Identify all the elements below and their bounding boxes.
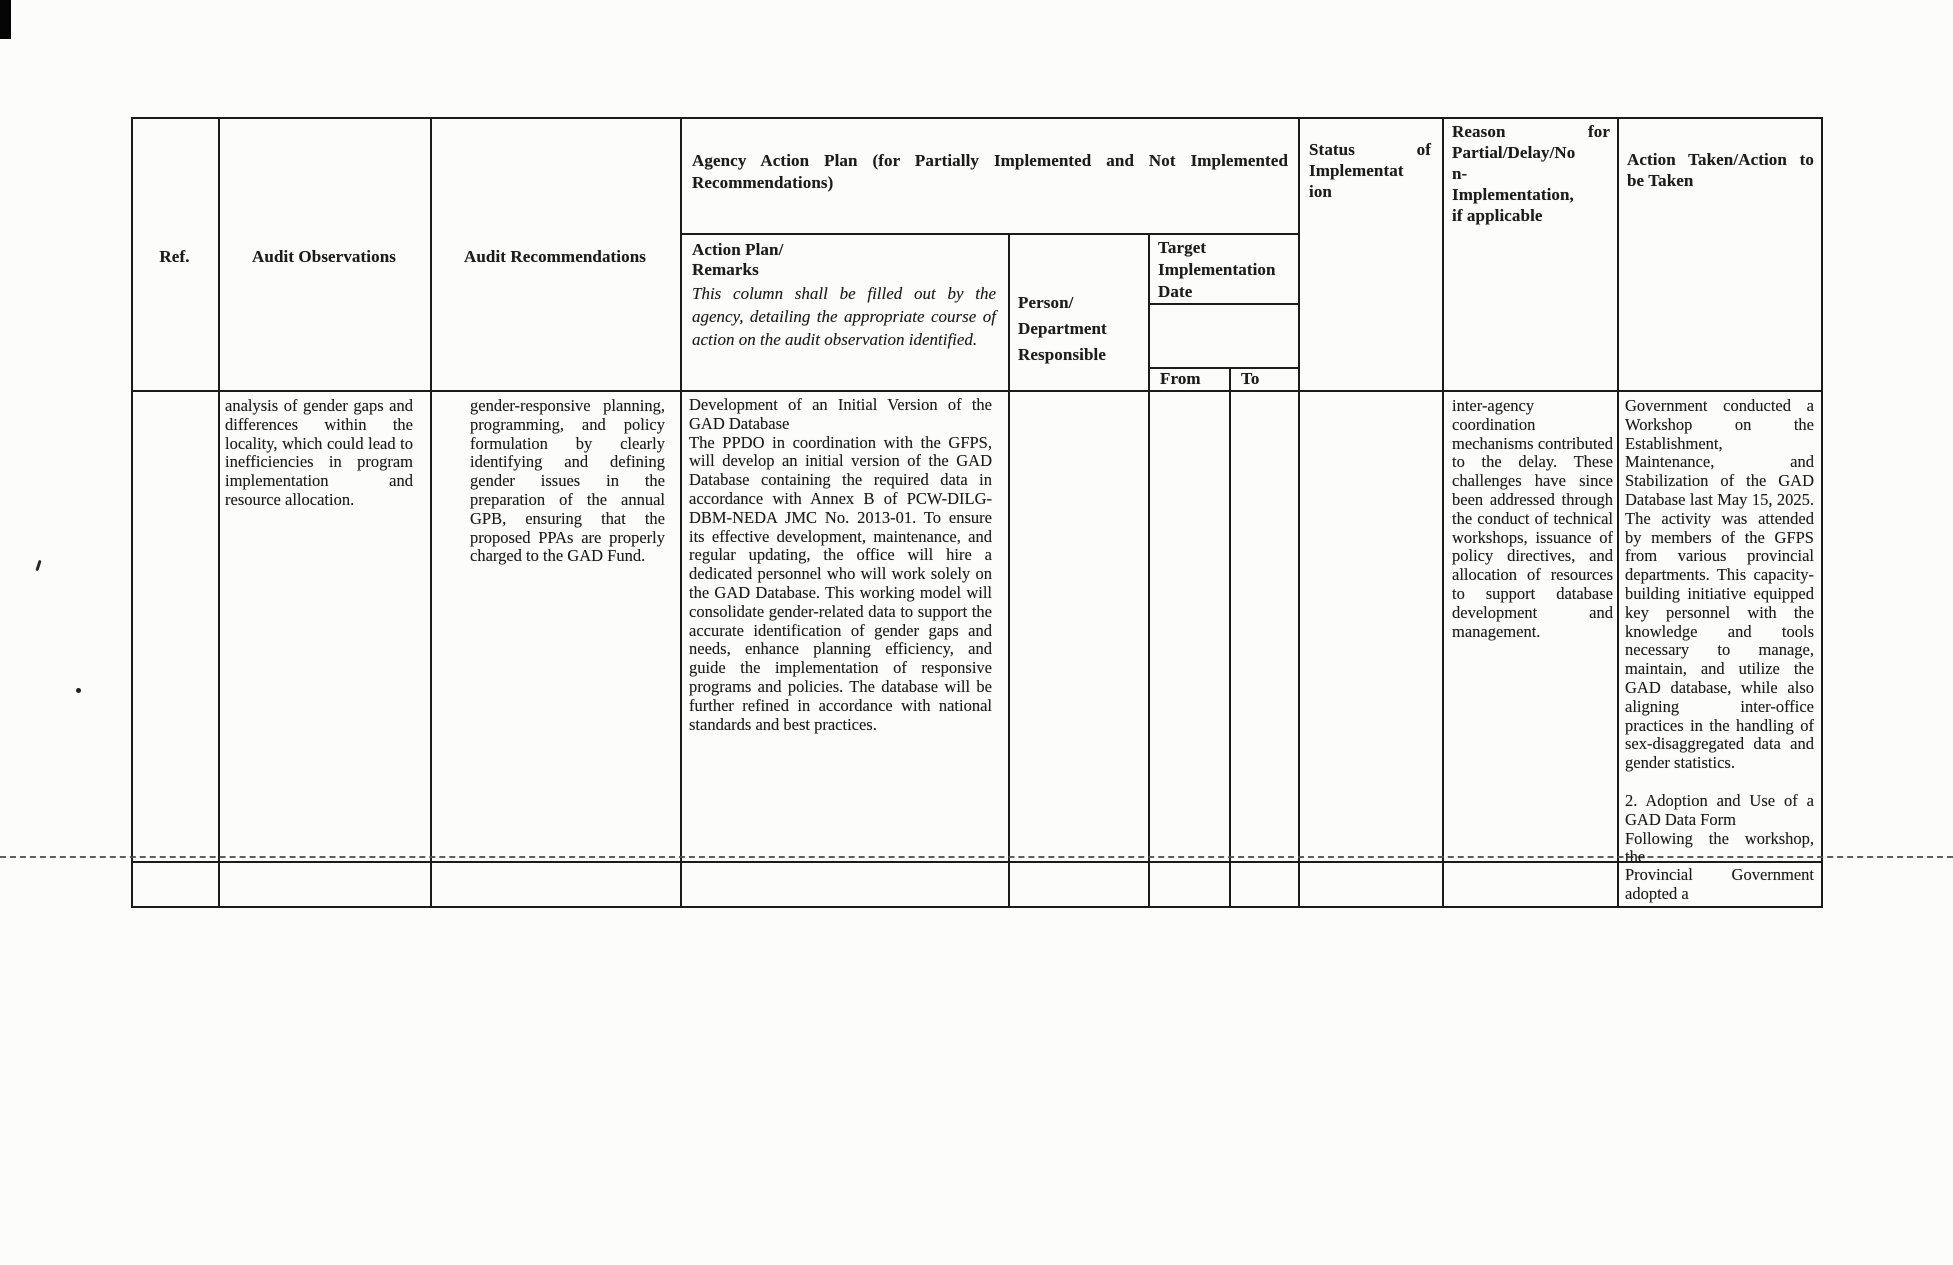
header-reason-line5: if applicable [1452,206,1543,225]
grid-line [131,906,1823,908]
scan-corner-mark [0,0,11,39]
header-target-date: Target Implementation Date [1158,238,1276,301]
header-action-plan-note: This column shall be filled out by the agency, detailing the appropriate course of action on the audit observation identified. [692,284,996,349]
header-action-taken: Action Taken/Action to be Taken [1627,150,1814,190]
cell-reason: inter-agency coordination mechanisms contributed to the delay. These challenges have since been addressed through the conduct of technical workshops, issuance of policy directives, and allocation of resources to support database development and management. [1452,396,1613,641]
grid-line [1148,303,1300,305]
cell-action-taken-continued: Provincial Government adopted a [1625,865,1814,903]
header-to: To [1241,369,1260,388]
grid-line [131,117,133,908]
action-plan-paragraph-1: Development of an Initial Version of the GAD Database [689,395,992,433]
header-reason-line4: Implementation, [1452,185,1574,204]
grid-line [131,390,1823,392]
action-plan-paragraph-2: The PPDO in coordination with the GFPS, will develop an initial version of the GAD Database containing the required data in accordance with Annex B of PCW-DILG-DBM-NEDA JMC No. 2013-01. To ensure its effective development, maintenance, and regular updating, the office will hire a dedicated personnel who will work solely on the GAD Database. This working model will consolidate gender-related data to support the accurate identification of gender gaps and needs, enhance planning efficiency, and guide the implementation of responsive programs and policies. The database will be further refined in accordance with national standards and best practices. [689,432,992,734]
grid-line [1148,233,1150,908]
header-reason [1452,121,1610,226]
header-reason-line3: n- [1452,164,1468,183]
header-person-department [1018,290,1142,368]
header-status [1309,139,1431,202]
action-taken-paragraph-3: Following the workshop, the [1625,828,1814,867]
grid-line [1298,117,1300,908]
header-person-line3: Responsible [1018,345,1107,364]
header-status-line2: Implementat [1309,161,1404,180]
grid-line [131,861,1823,863]
grid-line [680,233,1300,235]
header-action-plan-line2: Remarks [692,260,759,279]
grid-line [1008,233,1010,908]
header-status-line3: ion [1309,182,1332,201]
header-ref: Ref. [159,247,190,266]
grid-line [430,117,432,908]
header-reason-line2: Partial/Delay/No [1452,143,1576,162]
header-reason-line1: Reason for [1452,122,1610,141]
header-audit-recommendations: Audit Recommendations [463,247,647,266]
header-agency-action-plan: Agency Action Plan (for Partially Implemented and Not Implemented Recommendations) [692,151,1288,192]
action-taken-paragraph-1: Government conducted a Workshop on the Establishment, Maintenance, and Stabilization of the GAD Database last May 15, 2025. The activity was attended by members of the GFPS from various provincial departments. This capacity-building initiative equipped key personnel with the knowledge and tools necessary to manage, maintain, and utilize the GAD database, while also aligning inter-office practices in the handling of sex-disaggregated data and gender statistics. [1625,396,1814,773]
scan-artifact-dot [76,688,81,693]
grid-line [218,117,220,908]
grid-line [1821,117,1823,908]
header-action-plan-remarks [692,240,996,351]
scan-artifact-tick [35,560,41,571]
header-action-plan-line1: Action Plan/ [692,240,784,259]
header-person-line1: Person/ [1018,293,1074,312]
grid-line [1442,117,1444,908]
grid-line [1229,367,1231,908]
grid-line [131,117,1823,119]
cell-action-taken [1625,397,1814,867]
cell-action-plan [689,396,992,734]
header-from: From [1160,369,1201,388]
header-audit-observations: Audit Observations [252,247,396,266]
header-person-line2: Department [1018,319,1107,338]
action-taken-paragraph-2: 2. Adoption and Use of a GAD Data Form [1625,790,1814,829]
header-status-line1: Status of [1309,140,1431,159]
cell-audit-observations: analysis of gender gaps and differences within the locality, which could lead to inefficiencies in program implementation and resource allocation. [225,396,413,509]
cell-audit-recommendations: gender-responsive planning, programming, and policy formulation by clearly identifying and defining gender issues in the preparation of the annual GPB, ensuring that the proposed PPAs are properly charged to the GAD Fund. [470,396,665,566]
grid-line [680,117,682,908]
grid-line [1617,117,1619,908]
